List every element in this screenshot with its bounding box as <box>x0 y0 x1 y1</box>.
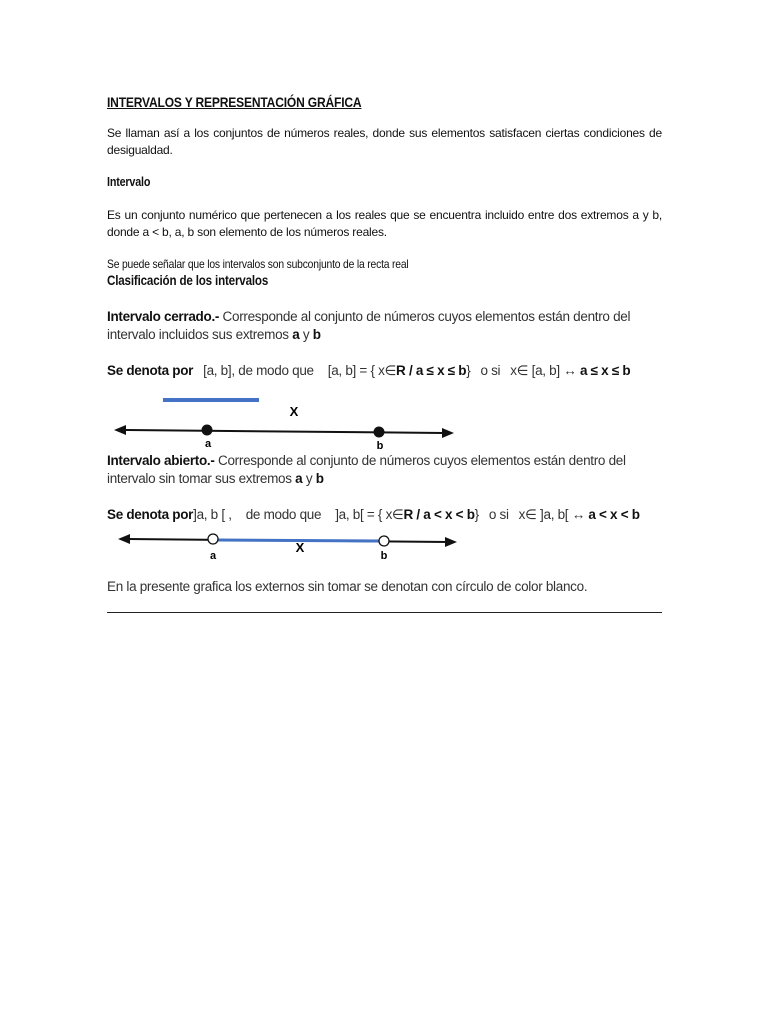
open-x-label: X <box>295 540 305 555</box>
abierto-notation: ]a, b [ , <box>193 507 232 522</box>
cerrado-set-cond: R / a ≤ x ≤ b <box>396 363 467 378</box>
cerrado-y: y <box>299 327 313 342</box>
abierto-a: a <box>295 471 303 486</box>
cerrado-denota-label: Se denota por <box>107 363 194 378</box>
abierto-o-si: o si <box>488 507 509 522</box>
cerrado-a: a <box>292 327 300 342</box>
abierto-b: b <box>315 471 324 486</box>
open-b-label: b <box>380 550 388 562</box>
abierto-text: Corresponde al conjunto de números cuyos elementos están dentro del intervalo sin tomar sus extremos <box>107 453 626 486</box>
open-endpoint-a <box>208 534 218 544</box>
intro-paragraph: Se llaman así a los conjuntos de números reales, donde sus elementos satisfacen ciertas condiciones de desigualdad. <box>107 126 662 157</box>
abierto-set-open: ]a, b[ = { x∈ <box>335 507 404 522</box>
arrow-left-icon <box>118 534 130 544</box>
open-endpoint-b <box>379 536 389 546</box>
intervalo-definition: Es un conjunto numérico que pertenecen a los reales que se encuentra incluido entre dos extremos a y b, donde a < b, a, b son elemento de los números reales. <box>107 208 662 239</box>
closing-note: En la presente grafica los externos sin tomar se denotan con círculo de color blanco. <box>107 579 588 594</box>
subconjunto-note: Se puede señalar que los intervalos son subconjunto de la recta real <box>107 257 409 271</box>
abierto-term: Intervalo abierto.- <box>107 453 215 468</box>
abierto-cond: a < x < b <box>588 507 640 522</box>
open-a-label: a <box>209 550 217 562</box>
intervalo-heading: Intervalo <box>107 175 151 189</box>
arrow-right-icon <box>445 537 457 547</box>
abierto-membership: x∈ ]a, b[ ↔ <box>518 507 585 522</box>
cerrado-o-si: o si <box>480 363 501 378</box>
bottom-divider <box>107 612 662 613</box>
abierto-de-modo: de modo que <box>245 507 322 522</box>
cerrado-membership: x∈ [a, b] ↔ <box>510 363 577 378</box>
cerrado-set-open: [a, b] = { x∈ <box>327 363 397 378</box>
abierto-set-cond: R / a < x < b <box>403 507 475 522</box>
closed-b-label: b <box>376 440 384 452</box>
cerrado-cond: a ≤ x ≤ b <box>579 363 631 378</box>
cerrado-b: b <box>312 327 321 342</box>
closed-x-label: X <box>289 404 299 419</box>
cerrado-term: Intervalo cerrado.- <box>107 309 220 324</box>
document-title: INTERVALOS Y REPRESENTACIÓN GRÁFICA <box>107 94 362 110</box>
cerrado-set-close: } <box>466 363 471 378</box>
cerrado-notation: [a, b], de modo que <box>203 363 314 378</box>
closed-a-label: a <box>204 438 212 450</box>
abierto-denota-label: Se denota por <box>107 507 194 522</box>
clasificacion-heading: Clasificación de los intervalos <box>107 273 269 288</box>
cerrado-text: Corresponde al conjunto de números cuyos elementos están dentro del intervalo incluidos sus extremos <box>107 309 631 342</box>
abierto-y: y <box>302 471 316 486</box>
abierto-set-close: } <box>474 507 479 522</box>
